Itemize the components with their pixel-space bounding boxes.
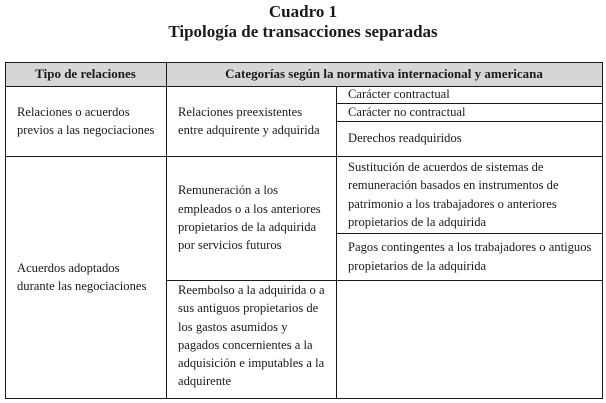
group-2-sub-1 xyxy=(336,156,602,233)
col-2-divider xyxy=(336,86,337,399)
sub-derechos-readquiridos: Derechos readquiridos xyxy=(348,131,462,146)
table-right-border xyxy=(602,62,603,399)
group-2-tipo-text: Acuerdos adoptados durante las negociaciones xyxy=(17,260,147,293)
table-bottom-border xyxy=(5,398,603,399)
group-divider xyxy=(5,156,603,157)
header-bottom-border xyxy=(5,86,603,87)
sub-divider-1 xyxy=(336,103,603,104)
category-divider xyxy=(166,280,603,281)
group-1-tipo-text: Relaciones o acuerdos previos a las negociaciones xyxy=(17,104,155,137)
table-caption-number: Cuadro 1 xyxy=(268,2,338,21)
group-2-category-1 xyxy=(166,156,336,280)
table-caption-title: Tipología de transacciones separadas xyxy=(168,22,438,41)
group-1-sub-1 xyxy=(336,86,602,103)
sub-divider-2 xyxy=(336,121,603,122)
group-2-category-1-text: Remuneración a los empleados o a los anteriores propietarios de la adquirida por servicios futuros xyxy=(178,183,321,253)
group-2-tipo xyxy=(5,156,166,398)
sub-divider-3 xyxy=(336,233,603,234)
group-1-tipo xyxy=(5,86,166,156)
sub-caracter-contractual: Carácter contractual xyxy=(348,87,450,102)
group-2-sub-2 xyxy=(336,233,602,280)
group-2-category-2 xyxy=(166,281,336,398)
group-2-sub-empty xyxy=(336,280,602,398)
sub-sustitucion-acuerdos: Sustitución de acuerdos de sistemas de remuneración basados en instrumentos de patrimonio a los trabajadores o anteriores propietarios de la adquirida xyxy=(348,159,559,229)
group-1-sub-2 xyxy=(336,103,602,121)
table-top-border xyxy=(5,62,603,63)
group-2-category-2-text: Reembolso a la adquirida o a sus antiguos propietarios de los gastos asumidos y pagados concernientes a la adquisición e imputables a la adquirente xyxy=(178,283,325,389)
header-tipo-de-relaciones: Tipo de relaciones xyxy=(5,62,166,86)
sub-pagos-contingentes: Pagos contingentes a los trabajadores o antiguos propietarios de la adquirida xyxy=(348,240,592,273)
header-categorias: Categorías según la normativa internacional y americana xyxy=(166,62,602,86)
group-1-category-1 xyxy=(166,86,336,156)
group-1-sub-3 xyxy=(336,121,602,156)
sub-caracter-no-contractual: Carácter no contractual xyxy=(348,104,466,119)
col-1-divider xyxy=(166,62,167,399)
table-left-border xyxy=(5,62,6,399)
group-1-category-1-text: Relaciones preexistentes entre adquirente y adquirida xyxy=(178,104,320,137)
